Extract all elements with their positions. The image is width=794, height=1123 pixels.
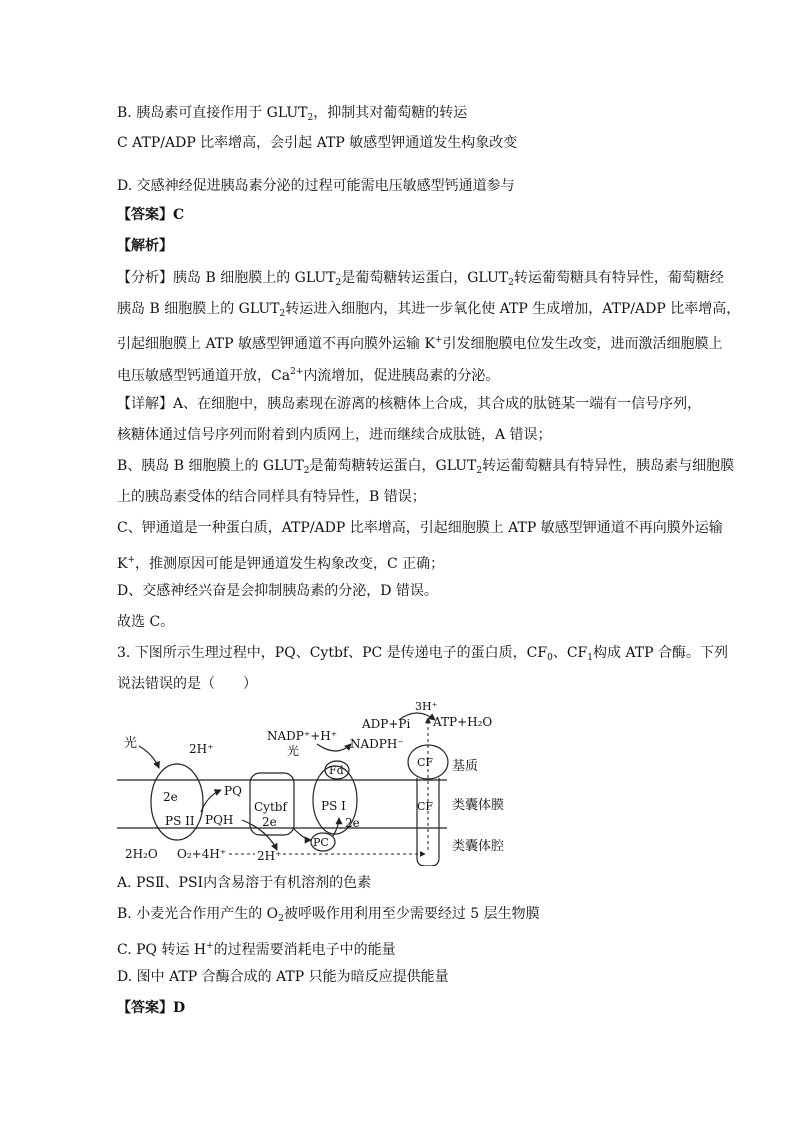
text: 内流增加，促进胰岛素的分泌。 (303, 368, 500, 384)
subscript: 2 (279, 309, 286, 319)
detail-line-2: 核糖体通过信号序列而附着到内质网上，进而继续合成肽链，A 错误； (117, 427, 552, 443)
light-arrow (139, 746, 159, 768)
nadph-label: NADPH⁻ (350, 737, 404, 751)
option-d-line: D. 交感神经促进胰岛素分泌的过程可能需电压敏感型钙通道参与 (117, 178, 515, 194)
text: 胰岛 B 细胞膜上的 GLUT (117, 301, 280, 317)
lumen-proton-label: 2H⁺ (257, 849, 282, 863)
pqh2-label: PQH (205, 813, 234, 827)
subscript: 1 (587, 653, 594, 663)
question-3-line-1 (117, 643, 728, 668)
subscript: 2 (303, 466, 310, 476)
choose-line: 故选 C。 (117, 614, 175, 630)
text: 转运进入细胞内，其进一步氧化使 ATP 生成增加，ATP/ADP 比率增高， (285, 301, 741, 317)
detail-line-7: D、交感神经兴奋是会抑制胰岛素的分泌，D 错误。 (117, 583, 438, 599)
text: 、CF (552, 645, 588, 661)
oxygen-label: O₂+4H⁺ (177, 847, 227, 861)
analysis-line-3 (117, 330, 722, 354)
stroma-label: 基质 (452, 759, 479, 774)
option-c-line: C ATP/ADP 比率增高，会引起 ATP 敏感型钾通道发生构象改变 (117, 135, 518, 151)
pc-label: PC (313, 836, 329, 849)
superscript: 2+ (290, 367, 304, 377)
analysis-title: 【解析】 (117, 238, 173, 254)
superscript: + (127, 555, 136, 565)
subscript: 2 (335, 278, 342, 288)
cf1-label: CF (417, 756, 434, 769)
option-a: A. PSⅡ、PSⅠ内含易溶于有机溶剂的色素 (117, 875, 372, 891)
water-label: 2H₂O (125, 847, 158, 861)
adp-label: ADP+Pi (362, 717, 411, 731)
text: C. PQ 转运 H (117, 942, 207, 958)
pq-arrow (201, 790, 221, 812)
psii-electron-label: 2e (163, 790, 178, 804)
stroma-proton-label: 2H⁺ (189, 742, 214, 756)
question-3-line-2: 说法错误的是（ ） (117, 676, 257, 692)
detail-line-6 (117, 550, 444, 574)
text: 构成 ATP 合酶。下列 (593, 645, 729, 661)
text: 电压敏感型钙通道开放，Ca (117, 368, 291, 384)
option-c (117, 936, 396, 960)
psi-electron-label: 2e (345, 816, 360, 830)
text: 【分析】胰岛 B 细胞膜上的 GLUT (117, 270, 336, 286)
text: ，抑制其对葡萄糖的转运 (313, 105, 468, 121)
h3-label: 3H⁺ (415, 700, 438, 713)
text: 是葡萄糖转运蛋白，GLUT (309, 458, 477, 474)
text: 引发细胞膜电位发生改变，进而激活细胞膜上 (442, 336, 723, 352)
cytbf-label: Cytbf (254, 800, 287, 814)
detail-line-1: 【详解】A、在细胞中，胰岛素现在游离的核糖体上合成，其合成的肽链某一端有一信号序列， (117, 396, 702, 412)
subscript: 2 (476, 466, 483, 476)
text: 引起细胞膜上 ATP 敏感型钾通道不再向膜外运输 K (117, 336, 435, 352)
text: 的过程需要消耗电子中的能量 (213, 942, 396, 958)
subscript: 2 (508, 278, 514, 288)
text: 3. 下图所示生理过程中，PQ、Cytbf、PC 是传递电子的蛋白质，CF (117, 645, 548, 661)
detail-line-5: C、钾通道是一种蛋白质，ATP/ADP 比率增高，引起细胞膜上 ATP 敏感型钾通道不再向膜外运输 (117, 520, 723, 536)
nadph-arrow (317, 744, 351, 751)
membrane-label: 类囊体膜 (452, 798, 505, 813)
light-label: 光 (124, 736, 138, 751)
analysis-line-4 (117, 362, 499, 386)
option-d: D. 图中 ATP 合酶合成的 ATP 只能为暗反应提供能量 (117, 969, 449, 985)
lumen-label: 类囊体腔 (452, 839, 505, 854)
text: 被呼吸作用利用至少需要经过 5 层生物膜 (283, 906, 540, 922)
cytbf-electron-label: 2e (262, 815, 277, 829)
text: B. 小麦光合作用产生的 O (117, 906, 279, 922)
detail-line-3 (117, 456, 734, 481)
text: ，推测原因可能是钾通道发生构象改变，C 正确； (135, 556, 445, 572)
subscript: 2 (307, 113, 314, 123)
option-b-line (117, 103, 467, 128)
pq-label: PQ (224, 784, 242, 798)
text: B. 胰岛素可直接作用于 GLUT (117, 105, 308, 121)
analysis-line-1 (117, 268, 724, 293)
photosynthesis-diagram (117, 700, 507, 866)
superscript: + (434, 335, 443, 345)
text: B、胰岛 B 细胞膜上的 GLUT (117, 458, 304, 474)
answer-2: 【答案】D (117, 1000, 186, 1016)
light2-label: 光 (287, 744, 300, 758)
fd-label: Fd (329, 764, 344, 777)
text: 转运葡萄糖具有特异性，葡萄糖经 (513, 270, 724, 286)
superscript: + (206, 941, 214, 951)
text: K (117, 556, 128, 572)
answer-1: 【答案】C (117, 207, 185, 223)
subscript: 2 (278, 914, 284, 924)
text: 是葡萄糖转运蛋白，GLUT (341, 270, 509, 286)
atp-label: ATP+H₂O (433, 715, 493, 729)
psi-label: PS I (321, 799, 346, 813)
cf0-stalk (417, 778, 439, 866)
subscript: 0 (547, 653, 553, 663)
psii-label: PS II (165, 814, 195, 828)
text: 转运葡萄糖具有特异性，胰岛素与细胞膜 (482, 458, 735, 474)
cf0-label: CF (417, 800, 434, 813)
pc-arrow (293, 828, 311, 840)
analysis-line-2 (117, 299, 740, 324)
option-b (117, 904, 540, 929)
detail-line-4: 上的胰岛素受体的结合同样具有特异性，B 错误； (117, 489, 426, 505)
nadp-label: NADP⁺+H⁺ (267, 729, 338, 743)
